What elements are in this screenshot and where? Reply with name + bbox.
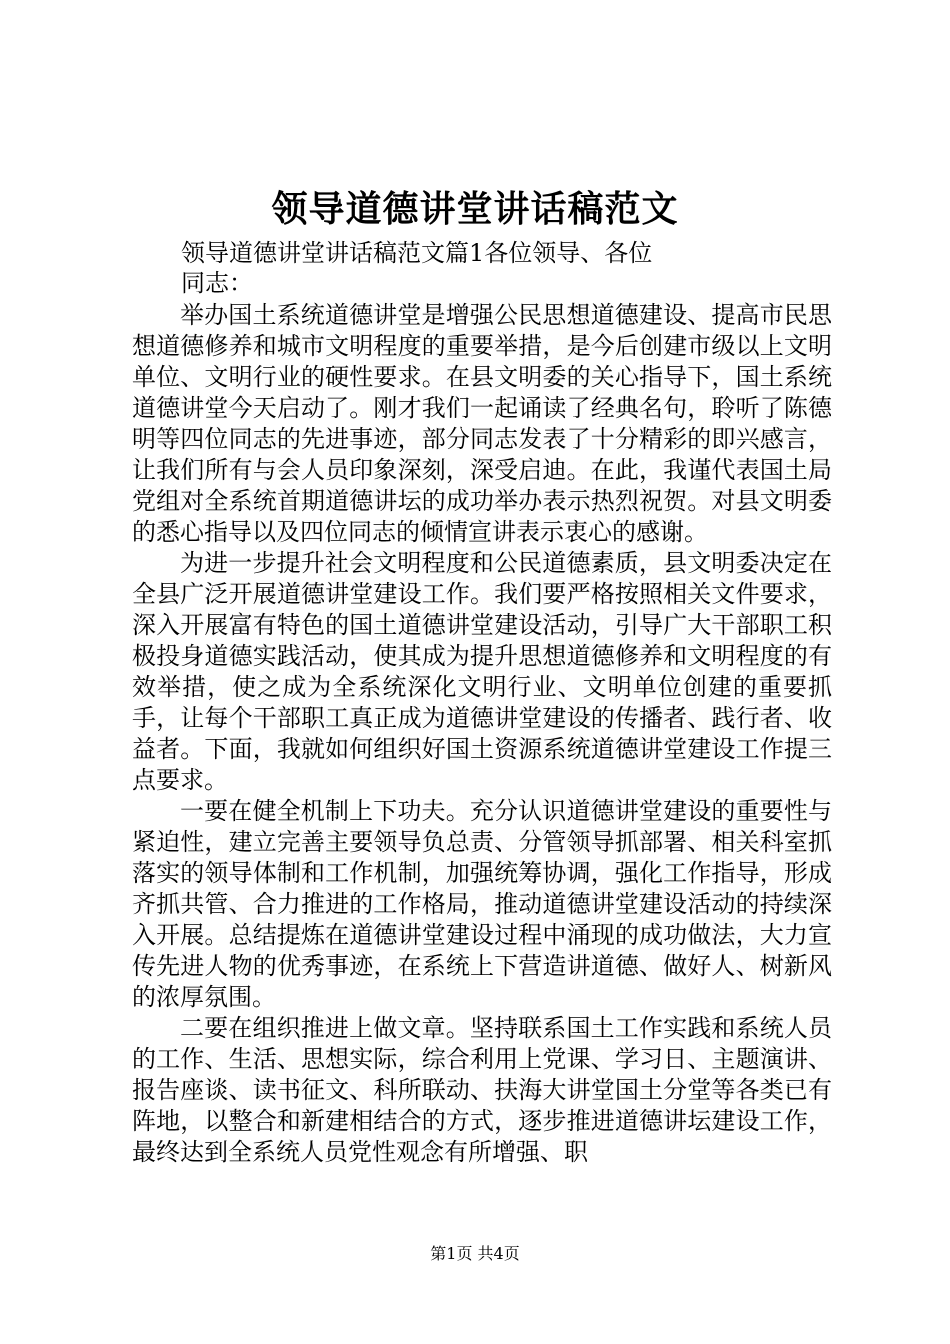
document-body: [132, 300, 832, 1168]
paragraph: 二要在组织推进上做文章。坚持联系国土工作实践和系统人员的工作、生活、思想实际，综合利用上党课、学习日、主题演讲、报告座谈、读书征文、科所联动、扶海大讲堂国土分堂等各类已有阵地，以整合和新建相结合的方式，逐步推进道德讲坛建设工作，最终达到全系统人员党性观念有所增强、职: [132, 1014, 832, 1166]
paragraph: 一要在健全机制上下功夫。充分认识道德讲堂建设的重要性与紧迫性，建立完善主要领导负总责、分管领导抓部署、相关科室抓落实的领导体制和工作机制，加强统筹协调，强化工作指导，形成齐抓共管、合力推进的工作格局，推动道德讲堂建设活动的持续深入开展。总结提炼在道德讲堂建设过程中涌现的成功做法，大力宣传先进人物的优秀事迹，在系统上下营造讲道德、做好人、树新风的浓厚氛围。: [132, 797, 832, 1011]
salutation: 同志：: [181, 269, 253, 297]
paragraph: 为进一步提升社会文明程度和公民道德素质，县文明委决定在全县广泛开展道德讲堂建设工作。我们要严格按照相关文件要求，深入开展富有特色的国土道德讲堂建设活动，引导广大干部职工积极投身道德实践活动，使其成为提升思想道德修养和文明程度的有效举措，使之成为全系统深化文明行业、文明单位创建的重要抓手，让每个干部职工真正成为道德讲堂建设的传播者、践行者、收益者。下面，我就如何组织好国土资源系统道德讲堂建设工作提三点要求。: [132, 549, 832, 794]
document-title: 领导道德讲堂讲话稿范文: [271, 188, 679, 230]
intro-block: [181, 238, 701, 298]
page-number-footer: 第1页 共4页: [430, 1244, 520, 1263]
intro-line: 领导道德讲堂讲话稿范文篇1各位领导、各位: [181, 239, 653, 267]
paragraph: 举办国土系统道德讲堂是增强公民思想道德建设、提高市民思想道德修养和城市文明程度的重要举措，是今后创建市级以上文明单位、文明行业的硬性要求。在县文明委的关心指导下，国土系统道德讲堂今天启动了。刚才我们一起诵读了经典名句，聆听了陈德明等四位同志的先进事迹，部分同志发表了十分精彩的即兴感言，让我们所有与会人员印象深刻，深受启迪。在此，我谨代表国土局党组对全系统首期道德讲坛的成功举办表示热烈祝贺。对县文明委的悉心指导以及四位同志的倾情宣讲表示衷心的感谢。: [132, 301, 832, 546]
